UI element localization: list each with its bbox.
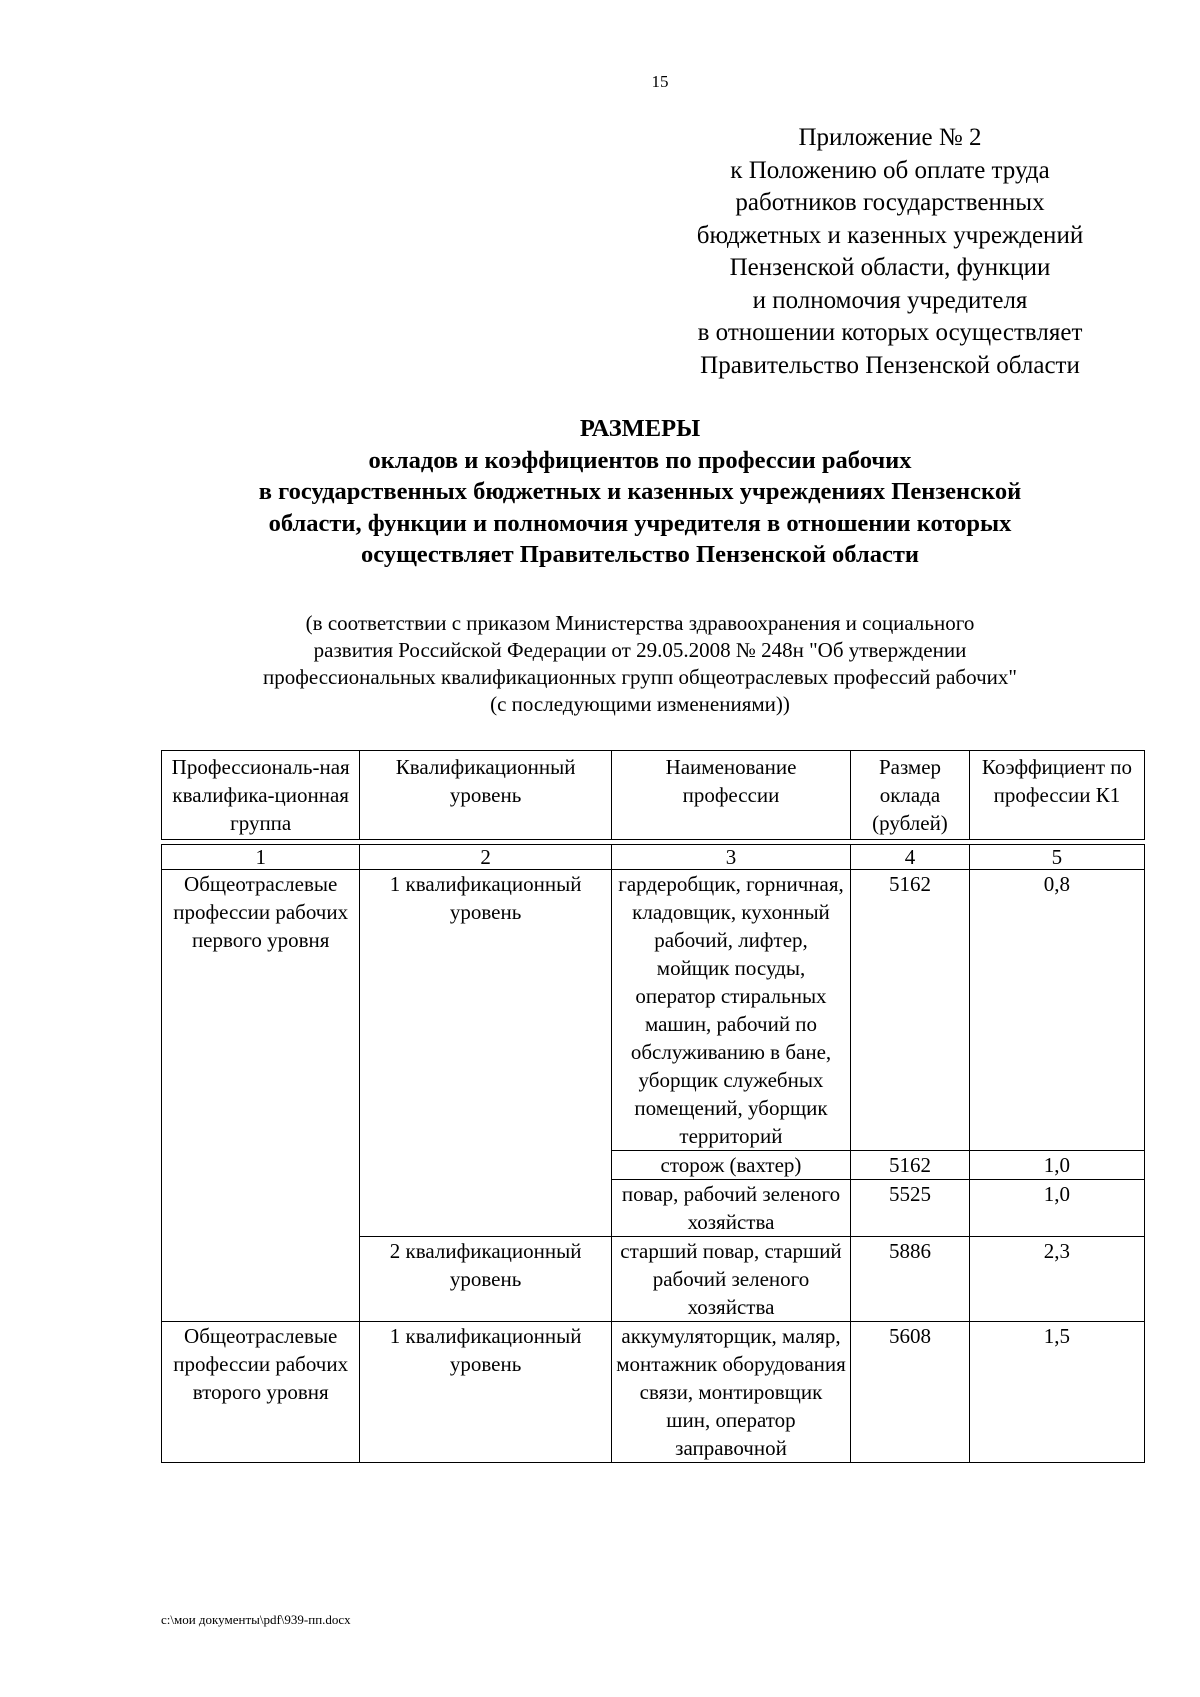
column-number-row xyxy=(162,845,1145,870)
subtitle-line: профессиональных квалификационных групп общеотраслевых профессий рабочих" xyxy=(263,665,1017,689)
salary-cell: 5608 xyxy=(851,1322,970,1463)
profession-cell: старший повар, старший рабочий зеленого хозяйства xyxy=(611,1237,850,1322)
header-qualification-level: Квалификационный уровень xyxy=(360,751,611,840)
appendix-line: в отношении которых осуществляет xyxy=(697,319,1083,346)
document-title xyxy=(170,413,1110,571)
title-line: окладов и коэффициентов по профессии рабочих xyxy=(368,446,912,474)
salary-cell: 5886 xyxy=(851,1237,970,1322)
header-qualification-group: Профессиональ-ная квалифика-ционная группа xyxy=(162,751,360,840)
appendix-line: Приложение № 2 xyxy=(798,124,982,151)
appendix-line: и полномочия учредителя xyxy=(752,286,1028,314)
header-coefficient: Коэффициент по профессии К1 xyxy=(969,751,1144,840)
appendix-line: бюджетных и казенных учреждений xyxy=(696,221,1084,249)
title-line: осуществляет Правительство Пензенской области xyxy=(361,541,919,568)
header-salary: Размер оклада (рублей) xyxy=(851,751,970,840)
profession-cell: сторож (вахтер) xyxy=(611,1151,850,1180)
coefficient-cell: 1,0 xyxy=(969,1151,1144,1180)
qualification-group-cell: Общеотраслевые профессии рабочих второго уровня xyxy=(162,1322,360,1463)
document-subtitle xyxy=(180,610,1100,718)
coefficient-cell: 1,5 xyxy=(969,1322,1144,1463)
profession-cell: повар, рабочий зеленого хозяйства xyxy=(611,1180,850,1237)
coefficient-cell: 0,8 xyxy=(969,870,1144,1151)
title-line: области, функции и полномочия учредителя в отношении которых xyxy=(268,509,1012,537)
title-line: РАЗМЕРЫ xyxy=(579,415,701,442)
column-number: 1 xyxy=(162,845,360,870)
title-line: в государственных бюджетных и казенных учреждениях Пензенской xyxy=(258,478,1022,505)
appendix-line: Правительство Пензенской области xyxy=(700,351,1080,379)
salary-cell: 5162 xyxy=(851,1151,970,1180)
qualification-group-cell: Общеотраслевые профессии рабочих первого уровня xyxy=(162,870,360,1322)
qualification-level-cell: 1 квалификационный уровень xyxy=(360,870,611,1237)
subtitle-line: (в соответствии с приказом Министерства здравоохранения и социального xyxy=(305,611,975,635)
page-number: 15 xyxy=(651,72,669,91)
salary-table xyxy=(161,750,1145,1463)
header-profession-name: Наименование профессии xyxy=(611,751,850,840)
qualification-level-cell: 2 квалификационный уровень xyxy=(360,1237,611,1322)
table-row xyxy=(162,870,1145,1151)
column-number: 2 xyxy=(360,845,611,870)
column-number: 5 xyxy=(969,845,1144,870)
column-number: 4 xyxy=(851,845,970,870)
column-number: 3 xyxy=(611,845,850,870)
subtitle-line: (с последующими изменениями)) xyxy=(490,692,790,716)
appendix-note xyxy=(660,122,1120,382)
file-path-footer: c:\мои документы\pdf\939-пп.docx xyxy=(161,1612,351,1627)
appendix-line: работников государственных xyxy=(735,189,1045,216)
subtitle-line: развития Российской Федерации от 29.05.2008 № 248н "Об утверждении xyxy=(313,638,967,662)
coefficient-cell: 1,0 xyxy=(969,1180,1144,1237)
table-row xyxy=(162,1322,1145,1463)
profession-cell: аккумуляторщик, маляр, монтажник оборудования связи, монтировщик шин, оператор заправочной xyxy=(611,1322,850,1463)
appendix-line: к Положению об оплате труда xyxy=(730,156,1050,184)
appendix-line: Пензенской области, функции xyxy=(729,254,1051,281)
table-header-row xyxy=(162,751,1145,840)
salary-cell: 5525 xyxy=(851,1180,970,1237)
profession-cell: гардеробщик, горничная, кладовщик, кухонный рабочий, лифтер, мойщик посуды, оператор стиральных машин, рабочий по обслуживанию в бане, уборщик служебных помещений, уборщик территорий xyxy=(611,870,850,1151)
coefficient-cell: 2,3 xyxy=(969,1237,1144,1322)
salary-cell: 5162 xyxy=(851,870,970,1151)
qualification-level-cell: 1 квалификационный уровень xyxy=(360,1322,611,1463)
